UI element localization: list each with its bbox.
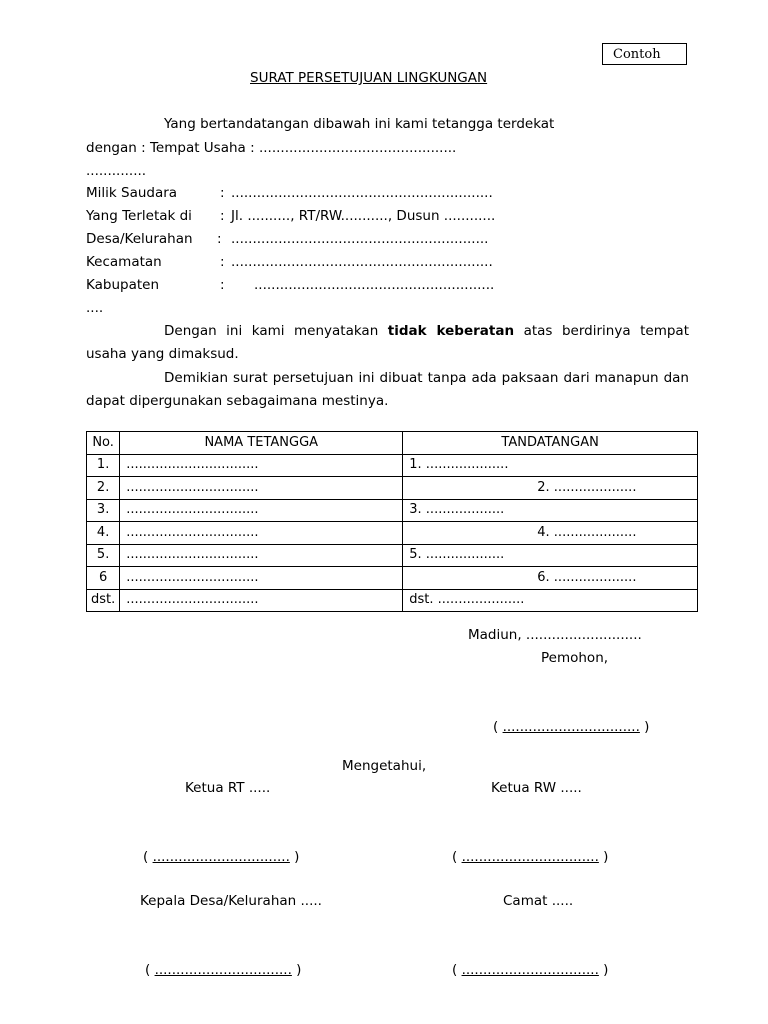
row-name: ................................ xyxy=(120,477,403,500)
row-name: ................................ xyxy=(120,499,403,522)
paren-open: ( xyxy=(452,849,462,865)
field-village-label: Desa/Kelurahan xyxy=(86,231,193,247)
row-signature: 6. .................... xyxy=(403,567,698,590)
field-location-value: Jl. .........., RT/RW..........., Dusun ............ xyxy=(231,208,496,224)
table-row xyxy=(87,567,698,590)
village-head-label: Kepala Desa/Kelurahan ..... xyxy=(140,893,322,909)
statement-text-a: Dengan ini kami menyatakan xyxy=(164,323,388,339)
applicant-signature-line xyxy=(493,718,649,736)
row-signature: dst. ..................... xyxy=(403,589,698,612)
field-location-sep: : xyxy=(220,208,225,224)
row-name: ................................ xyxy=(120,589,403,612)
paren-open: ( xyxy=(493,719,503,735)
applicant-role: Pemohon, xyxy=(541,650,609,666)
field-owner-label: Milik Saudara xyxy=(86,185,178,201)
table-row xyxy=(87,589,698,612)
row-no: dst. xyxy=(87,589,120,612)
rw-signature-line xyxy=(452,848,608,866)
field-regency-label: Kabupaten xyxy=(86,277,160,293)
table-row xyxy=(87,544,698,567)
row-signature: 1. .................... xyxy=(403,454,698,477)
field-district-sep: : xyxy=(220,254,225,270)
camat-label: Camat ..... xyxy=(503,893,574,909)
intro-line-2: dengan : Tempat Usaha : .............................................. xyxy=(86,140,457,156)
applicant-sign-dots: ................................ xyxy=(502,719,640,735)
place-date: Madiun, ........................... xyxy=(468,627,642,643)
table-row xyxy=(87,499,698,522)
village-head-signature-line xyxy=(145,961,301,979)
paren-close: ) xyxy=(598,849,609,865)
row-no: 2. xyxy=(87,477,120,500)
intro-line-3: .............. xyxy=(86,163,147,179)
closing-text: Demikian surat persetujuan ini dibuat tanpa ada paksaan dari manapun dan dapat dipergunakan sebagaimana mestinya. xyxy=(86,370,689,409)
table-header-row xyxy=(87,432,698,455)
field-district-value: ............................................................. xyxy=(231,254,493,270)
field-regency-sep: : xyxy=(220,277,225,293)
paren-open: ( xyxy=(143,849,153,865)
rw-head-label: Ketua RW ..... xyxy=(491,780,582,796)
field-owner-sep: : xyxy=(220,185,225,201)
row-no: 6 xyxy=(87,567,120,590)
rt-signature-line xyxy=(143,848,299,866)
fields-tail: .... xyxy=(86,300,104,316)
paragraph-closing xyxy=(86,367,689,413)
row-no: 5. xyxy=(87,544,120,567)
rt-head-label: Ketua RT ..... xyxy=(185,780,271,796)
rt-sign-dots: ................................ xyxy=(152,849,290,865)
row-signature: 5. ................... xyxy=(403,544,698,567)
field-village-value: ............................................................ xyxy=(231,231,489,247)
row-name: ................................ xyxy=(120,544,403,567)
field-district-label: Kecamatan xyxy=(86,254,162,270)
paren-close: ) xyxy=(289,849,300,865)
row-no: 1. xyxy=(87,454,120,477)
header-no: No. xyxy=(87,432,120,455)
acknowledge-label: Mengetahui, xyxy=(342,758,427,774)
paren-close: ) xyxy=(639,719,650,735)
header-signature: TANDATANGAN xyxy=(403,432,698,455)
table-row xyxy=(87,522,698,545)
row-name: ................................ xyxy=(120,567,403,590)
field-village-sep: : xyxy=(217,231,222,247)
neighbor-signature-table xyxy=(86,431,698,612)
header-name: NAMA TETANGGA xyxy=(120,432,403,455)
document-title: SURAT PERSETUJUAN LINGKUNGAN xyxy=(250,70,488,86)
row-signature: 2. .................... xyxy=(403,477,698,500)
field-location-label: Yang Terletak di xyxy=(86,208,192,224)
paren-open: ( xyxy=(452,962,462,978)
example-badge: Contoh xyxy=(602,43,687,65)
row-name: ................................ xyxy=(120,522,403,545)
statement-text-b: atas berdirinya tempat usaha yang dimaksud. xyxy=(86,323,689,362)
camat-signature-line xyxy=(452,961,608,979)
rw-sign-dots: ................................ xyxy=(461,849,599,865)
row-signature: 3. ................... xyxy=(403,499,698,522)
row-signature: 4. .................... xyxy=(403,522,698,545)
village-sign-dots: ................................ xyxy=(154,962,292,978)
paren-close: ) xyxy=(291,962,302,978)
paragraph-statement xyxy=(86,320,689,366)
table-row xyxy=(87,454,698,477)
camat-sign-dots: ................................ xyxy=(461,962,599,978)
paren-close: ) xyxy=(598,962,609,978)
intro-line-1: Yang bertandatangan dibawah ini kami tetangga terdekat xyxy=(164,116,555,132)
table-row xyxy=(87,477,698,500)
statement-bold: tidak keberatan xyxy=(387,323,515,339)
row-no: 3. xyxy=(87,499,120,522)
row-no: 4. xyxy=(87,522,120,545)
field-regency-value: ........................................................ xyxy=(254,277,495,293)
field-owner-value: ............................................................. xyxy=(231,185,493,201)
row-name: ................................ xyxy=(120,454,403,477)
paren-open: ( xyxy=(145,962,155,978)
